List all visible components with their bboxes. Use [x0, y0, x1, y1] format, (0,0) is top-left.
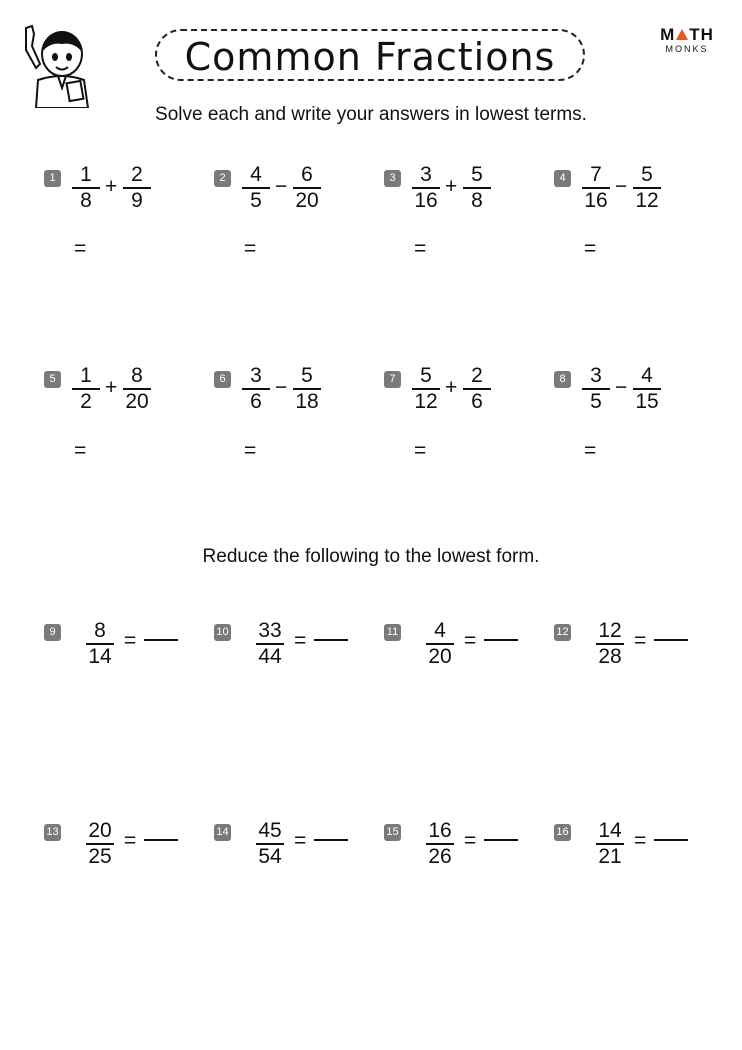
first-fraction	[70, 164, 102, 212]
numerator: 4	[434, 619, 446, 642]
numerator: 8	[131, 364, 143, 387]
first-fraction	[240, 164, 272, 212]
fraction	[594, 620, 626, 668]
numerator: 7	[590, 163, 602, 186]
first-fraction	[580, 365, 612, 413]
equals-sign: =	[584, 439, 597, 462]
problem-number-badge: 6	[214, 371, 231, 388]
problem-number-badge: 12	[554, 624, 571, 641]
equals-sign: =	[584, 237, 597, 260]
math-monks-logo	[652, 26, 722, 60]
denominator: 12	[635, 189, 659, 212]
operator: −	[275, 175, 288, 198]
equals-sign: =	[294, 829, 307, 852]
answer-blank[interactable]	[654, 639, 688, 641]
denominator: 28	[598, 645, 622, 668]
denominator: 8	[471, 189, 483, 212]
second-fraction	[121, 365, 153, 413]
denominator: 2	[80, 390, 92, 413]
equals-sign: =	[414, 237, 427, 260]
second-fraction	[461, 365, 493, 413]
problem-number-badge: 11	[384, 624, 401, 641]
second-fraction	[631, 365, 663, 413]
equals-sign: =	[464, 629, 477, 652]
operator: +	[105, 376, 118, 399]
operator: +	[445, 175, 458, 198]
second-fraction	[291, 365, 323, 413]
problem-number-badge: 14	[214, 824, 231, 841]
first-fraction	[70, 365, 102, 413]
problem-number-badge: 1	[44, 170, 61, 187]
denominator: 44	[258, 645, 282, 668]
second-fraction	[461, 164, 493, 212]
equals-sign: =	[414, 439, 427, 462]
equals-sign: =	[294, 629, 307, 652]
numerator: 1	[80, 163, 92, 186]
denominator: 15	[635, 390, 659, 413]
second-fraction	[121, 164, 153, 212]
first-fraction	[410, 164, 442, 212]
denominator: 20	[295, 189, 319, 212]
numerator: 4	[641, 364, 653, 387]
mascot-illustration	[18, 24, 98, 108]
numerator: 5	[301, 364, 313, 387]
numerator: 33	[258, 619, 282, 642]
problem-number-badge: 9	[44, 624, 61, 641]
operator: −	[615, 376, 628, 399]
page-title: Common Fractions	[184, 35, 556, 79]
answer-blank[interactable]	[144, 639, 178, 641]
numerator: 20	[88, 819, 112, 842]
answer-blank[interactable]	[484, 839, 518, 841]
numerator: 45	[258, 819, 282, 842]
problem-number-badge: 16	[554, 824, 571, 841]
denominator: 5	[590, 390, 602, 413]
fraction	[254, 620, 286, 668]
numerator: 16	[428, 819, 452, 842]
second-fraction	[631, 164, 663, 212]
denominator: 20	[125, 390, 149, 413]
first-fraction	[410, 365, 442, 413]
problem-number-badge: 2	[214, 170, 231, 187]
fraction	[594, 820, 626, 868]
equals-sign: =	[244, 237, 257, 260]
instruction-2: Reduce the following to the lowest form.	[202, 546, 540, 567]
problem-number-badge: 4	[554, 170, 571, 187]
fraction	[84, 620, 116, 668]
problem-number-badge: 5	[44, 371, 61, 388]
denominator: 9	[131, 189, 143, 212]
problem-number-badge: 13	[44, 824, 61, 841]
answer-blank[interactable]	[314, 639, 348, 641]
equals-sign: =	[124, 629, 137, 652]
denominator: 54	[258, 845, 282, 868]
first-fraction	[240, 365, 272, 413]
problem-number-badge: 7	[384, 371, 401, 388]
equals-sign: =	[124, 829, 137, 852]
numerator: 2	[131, 163, 143, 186]
equals-sign: =	[74, 237, 87, 260]
problem-number-badge: 10	[214, 624, 231, 641]
denominator: 6	[471, 390, 483, 413]
denominator: 18	[295, 390, 319, 413]
fraction	[254, 820, 286, 868]
denominator: 5	[250, 189, 262, 212]
denominator: 16	[414, 189, 438, 212]
operator: −	[615, 175, 628, 198]
logo-letters: TH	[689, 25, 714, 44]
numerator: 2	[471, 364, 483, 387]
logo-triangle-icon	[676, 29, 688, 40]
denominator: 26	[428, 845, 452, 868]
equals-sign: =	[634, 629, 647, 652]
denominator: 12	[414, 390, 438, 413]
numerator: 3	[250, 364, 262, 387]
numerator: 3	[420, 163, 432, 186]
denominator: 6	[250, 390, 262, 413]
title-banner	[155, 29, 585, 81]
instruction-1: Solve each and write your answers in lowest terms.	[155, 104, 587, 125]
numerator: 5	[420, 364, 432, 387]
equals-sign: =	[244, 439, 257, 462]
answer-blank[interactable]	[314, 839, 348, 841]
problem-number-badge: 8	[554, 371, 571, 388]
denominator: 16	[584, 189, 608, 212]
denominator: 21	[598, 845, 622, 868]
numerator: 4	[250, 163, 262, 186]
numerator: 5	[471, 163, 483, 186]
operator: +	[445, 376, 458, 399]
denominator: 14	[88, 645, 112, 668]
answer-blank[interactable]	[484, 639, 518, 641]
answer-blank[interactable]	[654, 839, 688, 841]
operator: −	[275, 376, 288, 399]
numerator: 3	[590, 364, 602, 387]
denominator: 20	[428, 645, 452, 668]
operator: +	[105, 175, 118, 198]
equals-sign: =	[634, 829, 647, 852]
logo-subtitle: MONKS	[665, 44, 709, 54]
fraction	[424, 620, 456, 668]
numerator: 14	[598, 819, 622, 842]
fraction	[84, 820, 116, 868]
numerator: 12	[598, 619, 622, 642]
denominator: 8	[80, 189, 92, 212]
numerator: 6	[301, 163, 313, 186]
equals-sign: =	[74, 439, 87, 462]
denominator: 25	[88, 845, 112, 868]
equals-sign: =	[464, 829, 477, 852]
numerator: 1	[80, 364, 92, 387]
answer-blank[interactable]	[144, 839, 178, 841]
numerator: 8	[94, 619, 106, 642]
first-fraction	[580, 164, 612, 212]
numerator: 5	[641, 163, 653, 186]
fraction	[424, 820, 456, 868]
problem-number-badge: 15	[384, 824, 401, 841]
second-fraction	[291, 164, 323, 212]
problem-number-badge: 3	[384, 170, 401, 187]
logo-letter: M	[660, 25, 676, 44]
